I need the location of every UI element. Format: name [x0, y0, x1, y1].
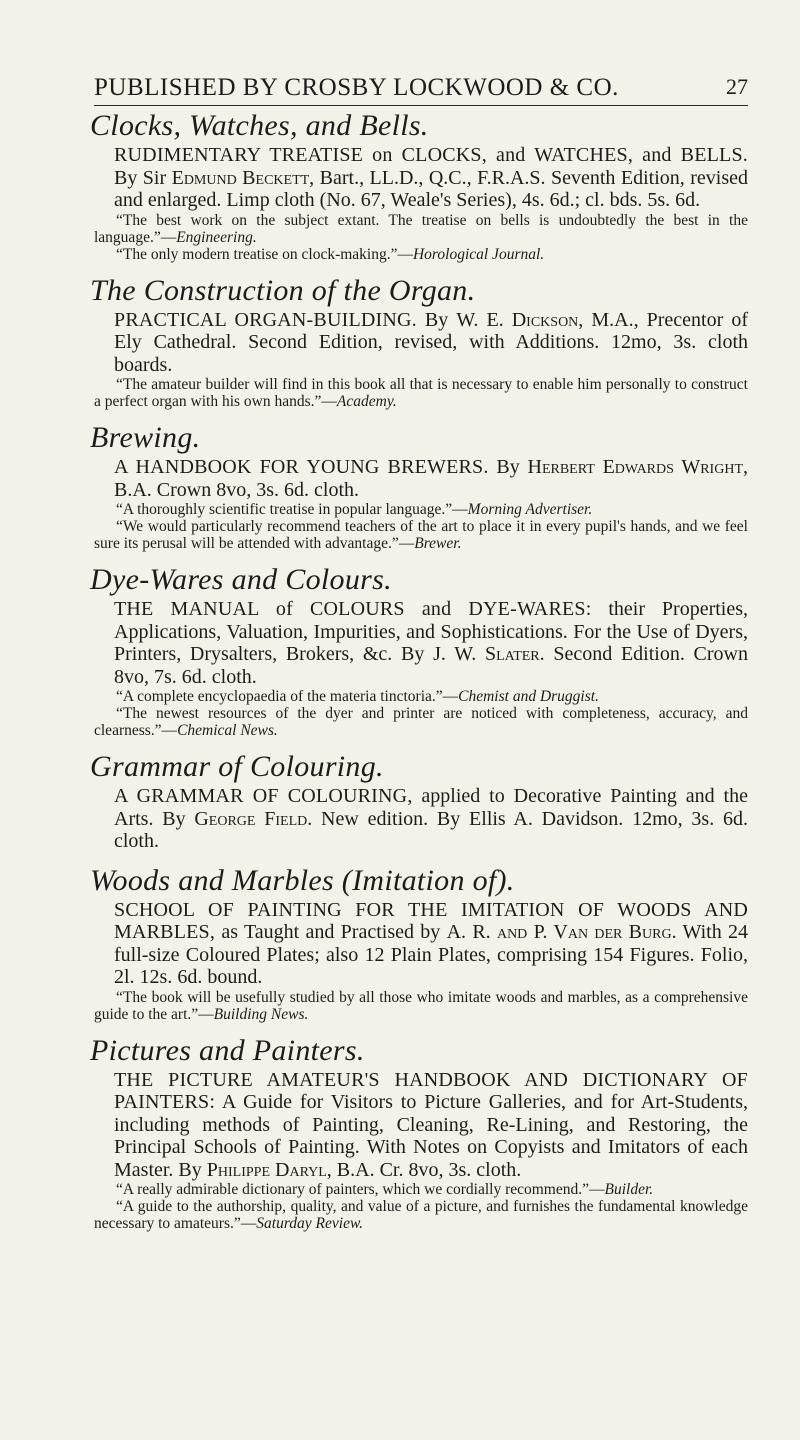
review-quote: [94, 989, 748, 1023]
book-byline: A Guide for Visitors to Picture Galleries, and for Art-Students, including methods of Painting, Cleaning, Re-Lining, and Restoring, the Principal Schools of Painting. With Notes on Copyists and Imitators of each Master. By: [114, 1091, 748, 1181]
book-title: SCHOOL OF PAINTING FOR THE IMITATION OF WOODS AND MARBLES,: [114, 898, 748, 943]
review-list: [94, 688, 748, 739]
review-list: [94, 501, 748, 552]
book-author: Philippe Daryl: [206, 1158, 327, 1181]
book-title: A HANDBOOK FOR YOUNG BREWERS.: [114, 456, 489, 478]
review-quote: [94, 705, 748, 739]
book-byline: By Sir: [114, 166, 172, 189]
book-title: THE MANUAL of COLOURS and DYE-WARES:: [114, 598, 592, 620]
book-description: [94, 1069, 748, 1182]
book-title: PRACTICAL ORGAN-BUILDING.: [114, 308, 417, 331]
catalogue-entry: [90, 750, 748, 853]
review-text: “A thoroughly scientific treatise in popular language.”—: [116, 501, 468, 518]
category-heading: The Construction of the Organ.: [90, 273, 476, 307]
book-byline: By: [416, 308, 457, 331]
book-title: A GRAMMAR OF COLOURING,: [114, 785, 413, 807]
book-author: J. W. Slater: [433, 643, 540, 665]
category-heading: Clocks, Watches, and Bells.: [90, 109, 429, 142]
book-title: RUDIMENTARY TREATISE on CLOCKS, and WATCHES, and BELLS.: [114, 144, 748, 166]
review-quote: [94, 376, 748, 410]
review-text: “A complete encyclopaedia of the materia tinctoria.”—: [116, 688, 459, 705]
review-quote: [94, 212, 748, 246]
review-text: “The best work on the subject extant. The treatise on bells is undoubtedly the best in the language.”—: [94, 211, 748, 246]
running-head: [94, 0, 748, 110]
review-quote: [94, 518, 748, 552]
page-number: 27: [726, 74, 748, 99]
category-heading: Pictures and Painters.: [90, 1033, 365, 1067]
review-source: Horological Journal.: [412, 245, 545, 263]
book-author: W. E. Dickson: [456, 308, 579, 331]
review-source: Building News.: [213, 1005, 309, 1023]
book-details: , M.A., Precentor of Ely Cathedral. Second Edition, revised, with Additions. 12mo, 3s. cloth boards.: [114, 308, 748, 376]
category-heading: Dye-Wares and Colours.: [90, 563, 392, 596]
review-list: [94, 989, 748, 1023]
review-source: Chemist and Druggist.: [458, 688, 599, 705]
review-source: Saturday Review.: [256, 1215, 364, 1232]
catalogue-entry: [90, 863, 748, 1023]
review-list: [94, 212, 748, 263]
review-quote: [94, 246, 748, 263]
review-text: “The only modern treatise on clock-making.”—: [116, 245, 413, 263]
review-source: Brewer.: [414, 535, 462, 552]
book-byline: their Properties, Applications, Valuation, Impurities, and Sophistications. For the Use of Dyers, Printers, Drysalters, Brokers, &c. By: [114, 598, 748, 665]
review-source: Academy.: [336, 393, 397, 410]
review-text: “A really admirable dictionary of painters, which we cordially recommend.”—: [116, 1181, 605, 1198]
book-author: Herbert Edwards Wright: [527, 456, 743, 478]
review-quote: [94, 1198, 748, 1232]
book-author: A. R. and P. Van der Burg: [446, 921, 672, 943]
catalogue-entry: [90, 1033, 748, 1233]
catalogue-entry: [90, 109, 748, 263]
book-description: [94, 899, 748, 989]
catalogue-entry: [90, 421, 748, 552]
book-author: Edmund Beckett: [171, 166, 310, 189]
review-text: “We would particularly recommend teachers of the art to place it in every pupil's hands, and we feel sure its perusal will be attended with advantage.”—: [94, 518, 748, 552]
running-title: PUBLISHED BY CROSBY LOCKWOOD & CO.: [94, 74, 619, 101]
book-details: , B.A. Crown 8vo, 3s. 6d. cloth.: [114, 456, 748, 501]
book-title: THE PICTURE AMATEUR'S HANDBOOK AND DICTIONARY OF PAINTERS:: [114, 1068, 748, 1113]
review-source: Engineering.: [176, 228, 257, 246]
book-details: , B.A. Cr. 8vo, 3s. cloth.: [326, 1158, 522, 1181]
review-quote: [94, 501, 748, 518]
book-details: , Bart., LL.D., Q.C., F.R.A.S. Seventh Edition, revised and enlarged. Limp cloth (No. 67, Weale's Series), 4s. 6d.; cl. bds. 5s. 6d.: [114, 166, 748, 211]
header-rule: [94, 105, 748, 106]
book-byline: applied to Decorative Painting and the Arts. By: [114, 785, 748, 830]
review-text: “A guide to the authorship, quality, and value of a picture, and furnishes the fundamental knowledge necessary to amateurs.”—: [94, 1198, 748, 1232]
book-description: [94, 309, 748, 377]
review-list: [94, 376, 748, 410]
catalogue-entry: [90, 273, 748, 411]
book-description: [94, 598, 748, 688]
book-author: George Field: [194, 807, 308, 830]
book-description: [94, 785, 748, 853]
review-quote: [94, 1181, 748, 1198]
category-heading: Brewing.: [90, 421, 201, 454]
catalogue-entries: [90, 109, 749, 1232]
review-text: “The amateur builder will find in this book all that is necessary to enable him personally to construct a perfect organ with his own hands.”—: [94, 376, 748, 410]
book-details: . Second Edition. Crown 8vo, 7s. 6d. cloth.: [114, 643, 749, 688]
review-quote: [94, 688, 748, 705]
review-source: Morning Advertiser.: [467, 501, 593, 518]
review-text: “The newest resources of the dyer and printer are noticed with completeness, accuracy, and clearness.”—: [94, 705, 748, 739]
category-heading: Woods and Marbles (Imitation of).: [90, 863, 515, 897]
book-description: [94, 456, 748, 501]
book-byline: as Taught and Practised by: [215, 921, 447, 943]
category-heading: Grammar of Colouring.: [90, 750, 384, 783]
review-source: Chemical News.: [177, 722, 278, 739]
review-source: Builder.: [604, 1181, 654, 1198]
review-text: “The book will be usefully studied by all those who imitate woods and marbles, as a comprehensive guide to the art.”—: [94, 988, 748, 1023]
review-list: [94, 1181, 748, 1232]
book-details: . New edition. By Ellis A. Davidson. 12mo, 3s. 6d. cloth.: [114, 807, 748, 852]
book-description: [94, 144, 748, 212]
book-details: . With 24 full-size Coloured Plates; also 12 Plain Plates, comprising 154 Figures. Folio, 2l. 12s. 6d. bound.: [114, 921, 748, 988]
catalogue-entry: [90, 563, 749, 739]
book-byline: By: [488, 456, 528, 478]
